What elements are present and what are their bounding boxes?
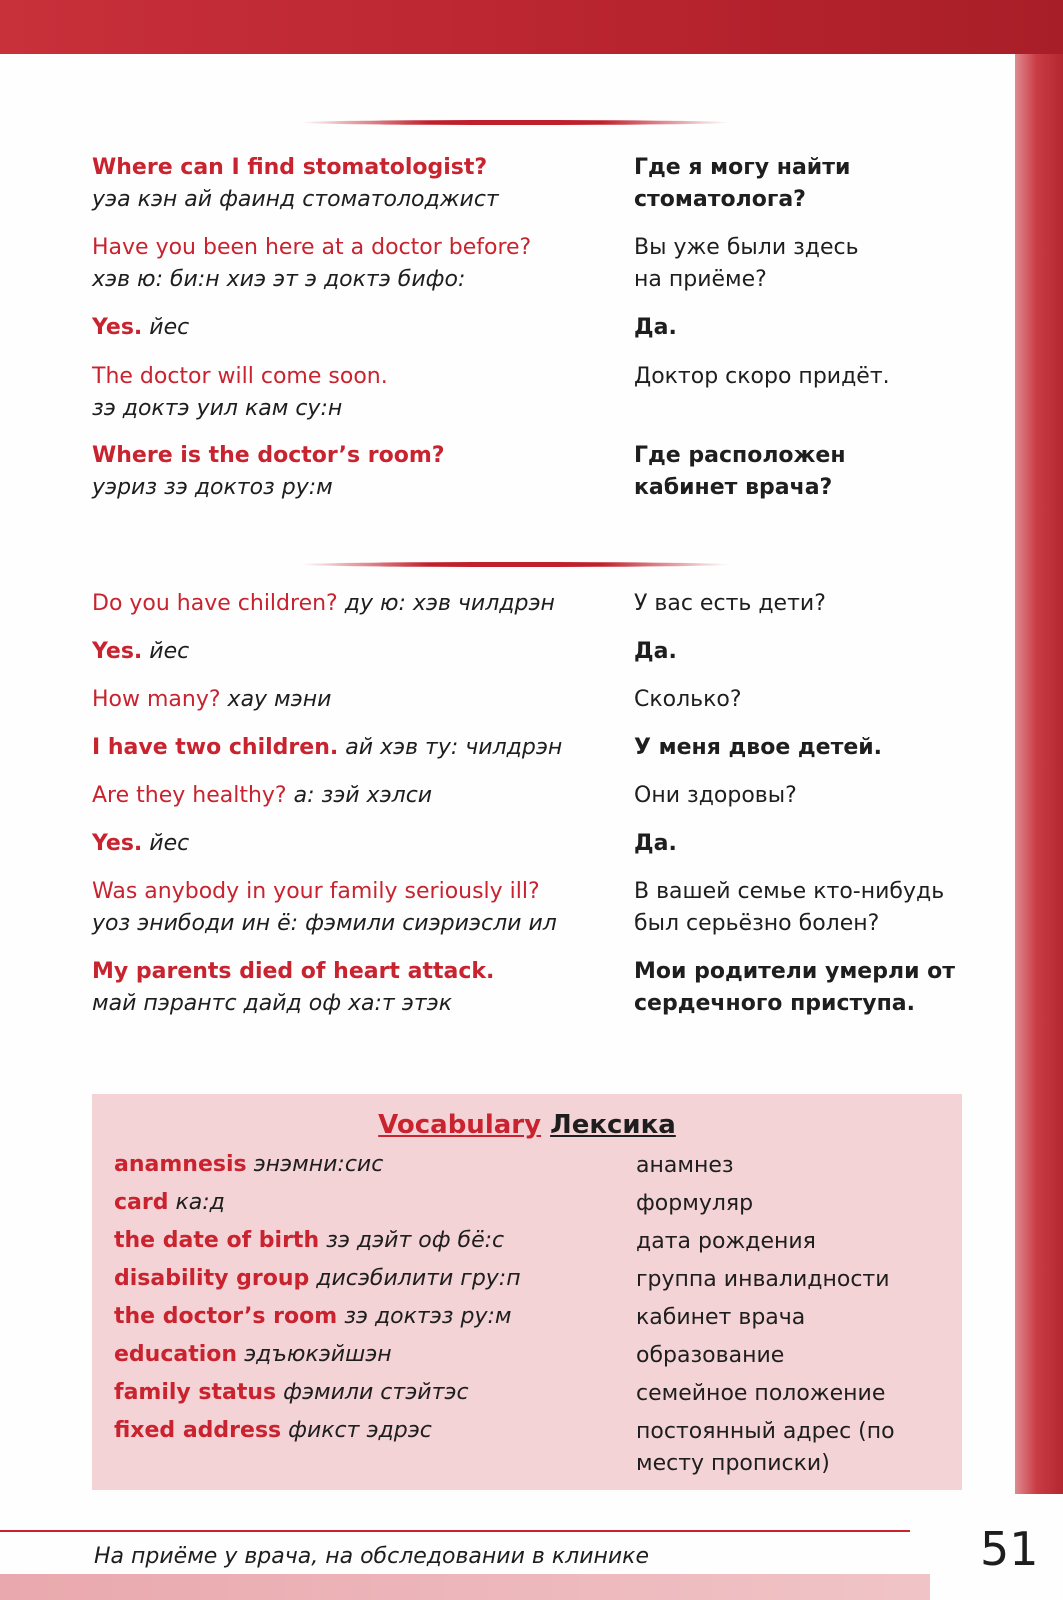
vocab-translation: группа инвалидности [636,1267,890,1292]
vocab-term: the doctor’s room [114,1304,338,1329]
vocab-pronunciation: зэ дэйт оф бё:с [326,1228,505,1253]
vocab-pronunciation: энэмни:сис [253,1152,384,1177]
english-phrase: Where can I find stomatologist? [92,155,488,180]
russian-translation: У вас есть дети? [634,591,826,616]
phrase-en [92,588,612,620]
english-phrase: Have you been here at a doctor before? [92,235,532,260]
russian-translation: Да. [634,639,677,664]
russian-translation: Да. [634,315,677,340]
phrase-en [92,876,612,940]
english-phrase: Was anybody in your family seriously ill? [92,879,540,904]
vocab-term: card [114,1190,169,1215]
vocab-term: education [114,1342,238,1367]
phrase-en [92,232,612,296]
top-color-bar [0,0,1063,54]
vocab-item [92,1378,962,1416]
vocab-term: the date of birth [114,1228,320,1253]
vocabulary-box [92,1094,962,1490]
vocab-translation: кабинет врача [636,1305,806,1330]
transcription: уэриз зэ доктоз ру:м [92,475,333,500]
vocab-translation: формуляр [636,1191,754,1216]
english-phrase: My parents died of heart attack. [92,959,495,984]
transcription: ай хэв ту: чилдрэн [345,735,563,760]
vocab-translation: дата рождения [636,1229,816,1254]
phrase-en [92,152,612,216]
phrase-en [92,828,612,860]
english-phrase: Yes. [92,831,143,856]
phrase-en [92,780,612,812]
vocab-item [92,1416,962,1486]
vocab-translation: анамнез [636,1153,734,1178]
english-phrase: I have two children. [92,735,339,760]
transcription: йес [149,315,190,340]
vocab-translation: постоянный адрес (по месту прописки) [636,1419,895,1476]
russian-translation: Сколько? [634,687,742,712]
transcription: хэв ю: би:н хиэ эт э доктэ бифо: [92,267,466,292]
phrase-en [92,312,612,344]
section-divider [300,120,730,125]
vocab-translation: семейное положение [636,1381,886,1406]
vocab-item [92,1188,962,1226]
phrase-en [92,732,612,764]
phrase-en [92,361,612,425]
vocab-item [92,1264,962,1302]
vocab-pronunciation: фикст эдрэс [288,1418,432,1443]
english-phrase: Yes. [92,639,143,664]
transcription: уэа кэн ай фаинд стоматолоджист [92,187,499,212]
phrase-en [92,684,612,716]
transcription: йес [149,831,190,856]
english-phrase: The doctor will come soon. [92,364,388,389]
vocab-pronunciation: дисэбилити гру:п [316,1266,521,1291]
vocab-item [92,1302,962,1340]
english-phrase: Are they healthy? [92,783,287,808]
transcription: уоз энибоди ин ё: фэмили сиэриэсли ил [92,911,557,936]
vocab-item [92,1150,962,1188]
phrase-en [92,956,612,1020]
english-phrase: How many? [92,687,221,712]
phrase-en [92,636,612,668]
transcription: май пэрантс дайд оф ха:т этэк [92,991,452,1016]
footer-divider [0,1530,910,1532]
vocab-item [92,1340,962,1378]
page-number: 51 [980,1522,1039,1576]
russian-translation: Доктор скоро придёт. [634,364,890,389]
section-divider [300,562,730,567]
vocab-translation: образование [636,1343,785,1368]
english-phrase: Do you have children? [92,591,338,616]
vocab-term: family status [114,1380,277,1405]
transcription: зэ доктэ уил кам су:н [92,396,343,421]
transcription: хау мэни [227,687,332,712]
transcription: ду ю: хэв чилдрэн [344,591,555,616]
vocabulary-title-ru: Лексика [550,1110,676,1140]
vocab-pronunciation: фэмили стэйтэс [283,1380,469,1405]
russian-translation: Где я могу найти стоматолога? [634,155,851,212]
russian-translation: В вашей семье кто-нибудь был серьёзно болен? [634,879,945,936]
transcription: йес [149,639,190,664]
vocab-pronunciation: эдъюкэйшэн [244,1342,392,1367]
running-footer: На приёме у врача, на обследовании в клинике [94,1544,649,1569]
bottom-color-strip [0,1574,930,1600]
vocab-pronunciation: зэ доктэз ру:м [344,1304,512,1329]
phrase-en [92,440,612,504]
vocab-term: fixed address [114,1418,282,1443]
vocabulary-title-en: Vocabulary [378,1110,542,1140]
right-color-bar [1015,54,1063,1494]
vocab-term: anamnesis [114,1152,247,1177]
english-phrase: Where is the doctor’s room? [92,443,445,468]
russian-translation: Где расположен кабинет врача? [634,443,846,500]
english-phrase: Yes. [92,315,143,340]
russian-translation: Да. [634,831,677,856]
transcription: а: зэй хэлси [293,783,433,808]
russian-translation: У меня двое детей. [634,735,883,760]
vocab-term: disability group [114,1266,310,1291]
vocab-pronunciation: ка:д [175,1190,225,1215]
russian-translation: Они здоровы? [634,783,797,808]
russian-translation: Мои родители умерли от сердечного приступа. [634,959,956,1016]
vocabulary-title [92,1110,962,1140]
russian-translation: Вы уже были здесь на приёме? [634,235,859,292]
vocab-item [92,1226,962,1264]
